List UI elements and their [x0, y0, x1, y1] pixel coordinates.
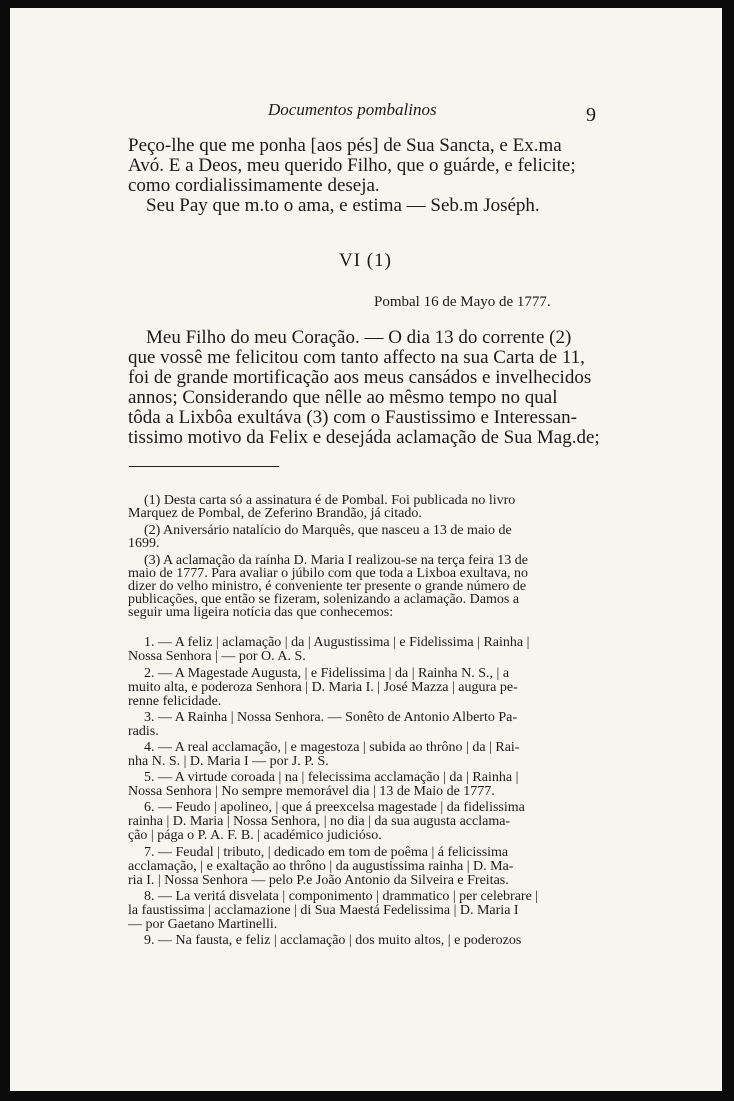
footnote-line: dizer do velho ministro, é conveniente ter presente o grande número de — [128, 579, 527, 594]
bibliography-line: 4. — A real acclamação, | e magestoza | subida ao thrôno | da | Rai- — [144, 740, 520, 755]
bibliography-line: 8. — La veritá disvelata | componimento | drammatico | per celebrare | — [144, 889, 539, 904]
bibliography-line: acclamação, | e exaltação ao thrôno | da augustissima rainha | D. Ma- — [128, 859, 514, 874]
footnote-line: (1) Desta carta só a assinatura é de Pombal. Foi publicada no livro — [144, 493, 516, 508]
footnote-line: Marquez de Pombal, de Zeferino Brandão, já citado. — [128, 506, 422, 521]
letter-line: Meu Filho do meu Coração. — O dia 13 do corrente (2) — [146, 327, 572, 348]
bibliography-line: radis. — [128, 724, 159, 739]
bibliography-line: la faustissima | acclamazione | di Sua Maestá Fedelissima | D. Maria I — [128, 903, 519, 918]
running-title: Documentos pombalinos — [268, 100, 437, 119]
bibliography-line: 1. — A feliz | aclamação | da | Augustissima | e Fidelissima | Rainha | — [144, 635, 530, 650]
letter-line: annos; Considerando que nêlle ao mêsmo tempo no qual — [128, 387, 558, 408]
bibliography-line: 7. — Feudal | tributo, | dedicado em tom de poêma | á felicissima — [144, 845, 509, 860]
footnote-line: publicações, que então se fizeram, solenizando a aclamação. Damos a — [128, 592, 520, 607]
bibliography-line: ria I. | Nossa Senhora — pelo P.e João Antonio da Silveira e Freitas. — [128, 873, 509, 888]
bibliography-line: 6. — Feudo | apolineo, | que á preexcelsa magestade | da fidelissima — [144, 800, 525, 815]
bibliography-line: Nossa Senhora | No sempre memorável dia | 13 de Maio de 1777. — [128, 784, 495, 799]
footnote-line: seguir uma ligeira notícia das que conhecemos: — [128, 605, 394, 620]
bibliography-line: 5. — A virtude coroada | na | felecissima acclamação | da | Rainha | — [144, 770, 519, 785]
opening-signoff: Seu Pay que m.to o ama, e estima — Seb.m Joséph. — [146, 195, 540, 216]
section-heading: VI (1) — [339, 250, 392, 271]
opening-line: Peço-lhe que me ponha [aos pés] de Sua Sancta, e Ex.ma — [128, 135, 562, 156]
letter-line: que vossê me felicitou com tanto affecto na sua Carta de 11, — [128, 347, 585, 368]
bibliography-line: — por Gaetano Martinelli. — [128, 917, 278, 932]
book-page — [10, 8, 722, 1091]
bibliography-line: 2. — A Magestade Augusta, | e Fidelissima | da | Rainha N. S., | a — [144, 666, 510, 681]
footnote-line: 1699. — [128, 536, 160, 551]
bibliography-line: ção | pága o P. A. F. B. | académico judicióso. — [128, 828, 382, 843]
bibliography-line: renne felicidade. — [128, 694, 222, 709]
bibliography-line: nha N. S. | D. Maria I — por J. P. S. — [128, 754, 329, 769]
opening-line: Avó. E a Deos, meu querido Filho, que o guárde, e felicite; — [128, 155, 576, 176]
bibliography-line: 3. — A Rainha | Nossa Senhora. — Sonêto de Antonio Alberto Pa- — [144, 710, 517, 725]
bibliography-line: 9. — Na fausta, e feliz | acclamação | dos muito altos, | e poderozos — [144, 933, 522, 948]
footnote-line: maio de 1777. Para avaliar o júbilo com que toda a Lixboa exultava, no — [128, 566, 529, 581]
dateline: Pombal 16 de Mayo de 1777. — [374, 294, 551, 310]
letter-line: foi de grande mortificação aos meus cansádos e invelhecidos — [128, 367, 592, 388]
bibliography-line: rainha | D. Maria | Nossa Senhora, | no dia | da sua augusta acclama- — [128, 814, 511, 829]
footnote-line: (3) A aclamação da raínha D. Maria I realizou-se na terça feira 13 de — [144, 553, 529, 568]
letter-line: tôda a Lixbôa exultáva (3) com o Faustissimo e Interessan- — [128, 407, 578, 428]
page-number: 9 — [586, 104, 596, 126]
bibliography-line: Nossa Senhora | — por O. A. S. — [128, 649, 306, 664]
bibliography-line: muito alta, e poderoza Senhora | D. Maria I. | José Mazza | augura pe- — [128, 680, 518, 695]
letter-line: tissimo motivo da Felix e desejáda aclamação de Sua Mag.de; — [128, 427, 600, 448]
opening-line: como cordialissimamente deseja. — [128, 175, 380, 196]
footnote-divider — [129, 466, 279, 467]
footnote-line: (2) Aniversário natalício do Marquês, que nasceu a 13 de maio de — [144, 523, 512, 538]
